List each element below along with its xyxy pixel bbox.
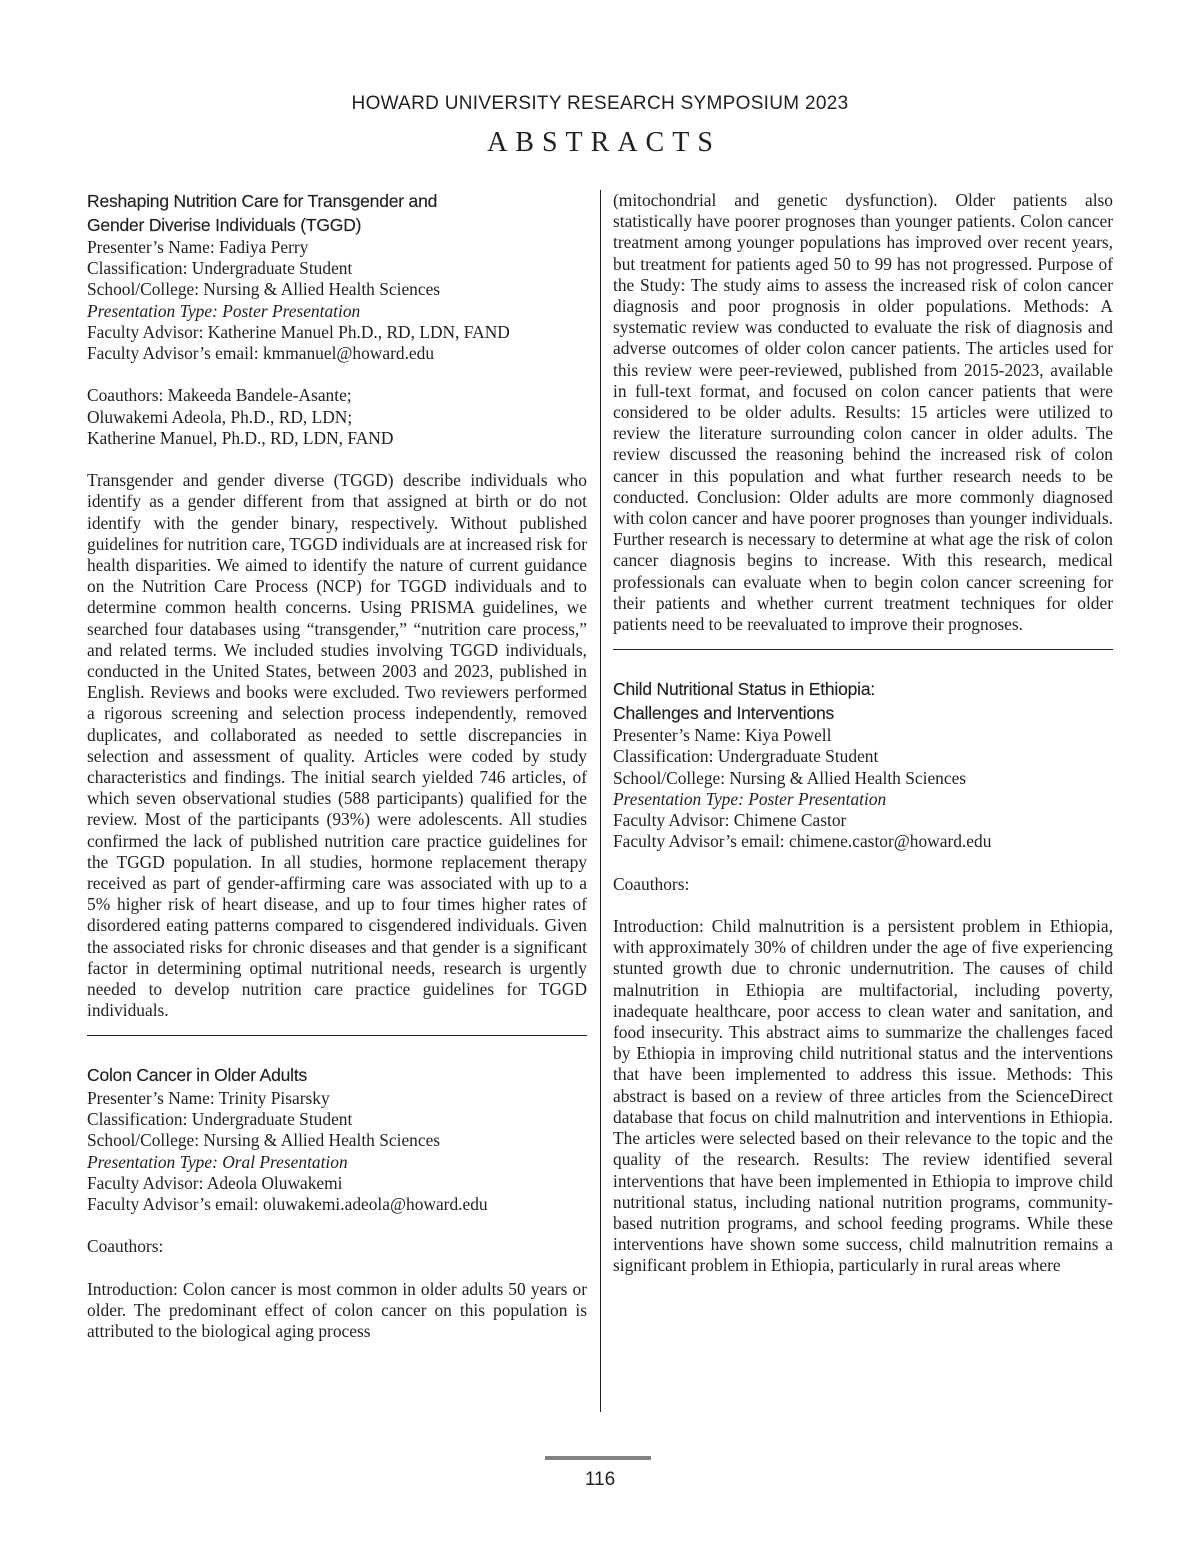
abstract-title-line: Challenges and Interventions [613, 702, 835, 723]
presenter-name: Presenter’s Name: Kiya Powell [613, 725, 832, 746]
coauthors-line: Oluwakemi Adeola, Ph.D., RD, LDN; [87, 406, 353, 427]
symposium-title: HOWARD UNIVERSITY RESEARCH SYMPOSIUM 2023 [351, 93, 849, 114]
page-number: 116 [584, 1469, 616, 1490]
abstract-title-line: Child Nutritional Status in Ethiopia: [613, 679, 876, 700]
abstract-title-line: Gender Diverise Individuals (TGGD) [87, 214, 362, 235]
section-divider [87, 1035, 587, 1036]
coauthors-line: Coauthors: Makeeda Bandele-Asante; [87, 385, 352, 406]
faculty-advisor-email: Faculty Advisor’s email: kmmanuel@howard.edu [87, 343, 435, 364]
abstract-body-continued: (mitochondrial and genetic dysfunction). Older patients also statistically have poorer prognoses than younger patients. Colon cancer treatment among younger populations has improved over recent years, but treatment for patients aged 50 to 99 has not progressed. Purpose of the Study: The study aims to assess the increased risk of colon cancer diagnosis and poor prognosis in older populations. Methods: A systematic review was conducted to evaluate the risk of diagnosis and adverse outcomes of older colon cancer patients. The articles used for this review were peer-reviewed, published from 2015-2023, available in full-text format, and focused on colon cancer patients that were considered to be older adults. Results: 15 articles were utilized to review the literature surrounding colon cancer in older adults. The review discussed the reasoning behind the increased risk of colon cancer in this population and what further research needs to be conducted. Conclusion: Older adults are more commonly diagnosed with colon cancer and have poorer prognoses than younger individuals. Further research is necessary to determine at what age the risk of colon cancer diagnosis begins to increase. With this research, medical professionals can evaluate when to begin colon cancer screening for their patients and whether current treatment techniques for older patients need to be reevaluated to improve their prognoses. [613, 190, 1113, 635]
presenter-name: Presenter’s Name: Trinity Pisarsky [87, 1087, 330, 1108]
abstract-body: Transgender and gender diverse (TGGD) describe individuals who identify as a gender different from that assigned at birth or do not identify with the gender binary, respectively. Without published guidelines for nutrition care, TGGD individuals are at increased risk for health disparities. We aimed to identify the nature of current guidance on the Nutrition Care Process (NCP) for TGGD individuals and to determine common health concerns. Using PRISMA guidelines, we searched four databases using “transgender,” “nutrition care process,” and related terms. We included studies involving TGGD individuals, conducted in the United States, between 2003 and 2023, published in English. Reviews and books were excluded. Two reviewers performed a rigorous screening and selection process independently, removed duplicates, and collaborated as needed to settle discrepancies in selection and assessment of quality. Articles were coded by study characteristics and findings. The initial search yielded 746 articles, of which seven observational studies (588 participants) qualified for the review. Most of the participants (93%) were adolescents. All studies confirmed the lack of published nutrition care practice guidelines for the TGGD population. In all studies, hormone replacement therapy received as part of gender-affirming care was associated with up to a 5% higher risk of heart disease, and up to four times higher rates of disordered eating patterns compared to cisgendered individuals. Given the associated risks for chronic diseases and that gender is a significant factor in determining optimal nutritional needs, research is urgently needed to develop nutrition care practice guidelines for TGGD individuals. [87, 470, 587, 1021]
presentation-type: Presentation Type: Oral Presentation [87, 1151, 348, 1172]
coauthors: Coauthors: [613, 873, 690, 894]
coauthors-line: Katherine Manuel, Ph.D., RD, LDN, FAND [87, 427, 394, 448]
school-college: School/College: Nursing & Allied Health Sciences [87, 279, 441, 300]
presenter-name: Presenter’s Name: Fadiya Perry [87, 237, 309, 257]
column-divider [600, 190, 601, 1412]
abstract-tggd-nutrition [87, 190, 587, 1021]
abstract-title [87, 190, 587, 237]
abstract-body: Introduction: Colon cancer is most common in older adults 50 years or older. The predominant effect of colon cancer on this population is attributed to the biological aging process [87, 1278, 587, 1342]
section-title: ABSTRACTS [487, 127, 721, 158]
abstract-ethiopia-nutrition [613, 678, 1113, 1276]
faculty-advisor: Faculty Advisor: Chimene Castor [613, 810, 847, 831]
presentation-type: Presentation Type: Poster Presentation [613, 788, 887, 809]
school-college: School/College: Nursing & Allied Health Sciences [87, 1130, 441, 1151]
coauthors [87, 385, 587, 449]
faculty-advisor-email: Faculty Advisor’s email: chimene.castor@howard.edu [613, 831, 992, 852]
left-column [87, 190, 587, 1342]
faculty-advisor-email: Faculty Advisor’s email: oluwakemi.adeola@howard.edu [87, 1194, 488, 1214]
abstract-body: Introduction: Child malnutrition is a persistent problem in Ethiopia, with approximately 30% of children under the age of five experiencing stunted growth due to chronic undernutrition. The causes of child malnutrition in Ethiopia are multifactorial, including poverty, inadequate healthcare, poor access to clean water and sanitation, and food insecurity. This abstract aims to summarize the challenges faced by Ethiopia in improving child nutritional status and the interventions that have been implemented to address this issue. Methods: This abstract is based on a review of three articles from the ScienceDirect database that focus on child malnutrition and interventions in Ethiopia. The articles were selected based on their relevance to the topic and the quality of the research. Results: The review identified several interventions that have been implemented in Ethiopia to improve child nutritional status, including national nutrition programs, community-based nutrition programs, and school feeding programs. While these interventions have shown some success, child malnutrition remains a significant problem in Ethiopia, particularly in rural areas where [613, 916, 1113, 1276]
abstract-colon-cancer [87, 1064, 587, 1342]
presentation-type: Presentation Type: Poster Presentation [87, 300, 361, 321]
faculty-advisor: Faculty Advisor: Adeola Oluwakemi [87, 1172, 343, 1193]
classification: Classification: Undergraduate Student [87, 1109, 353, 1130]
abstract-title [87, 1064, 587, 1088]
coauthors: Coauthors: [87, 1236, 164, 1257]
section-divider [613, 649, 1113, 650]
right-column [613, 190, 1113, 1277]
classification: Classification: Undergraduate Student [613, 746, 879, 767]
abstract-title-line: Reshaping Nutrition Care for Transgender and [87, 191, 438, 211]
abstract-title [613, 678, 1113, 725]
classification: Classification: Undergraduate Student [87, 258, 353, 279]
footer-bar [545, 1456, 651, 1460]
school-college: School/College: Nursing & Allied Health Sciences [613, 767, 967, 788]
abstract-title-line: Colon Cancer in Older Adults [87, 1065, 308, 1086]
page-header [0, 92, 1200, 160]
faculty-advisor: Faculty Advisor: Katherine Manuel Ph.D., RD, LDN, FAND [87, 321, 510, 342]
